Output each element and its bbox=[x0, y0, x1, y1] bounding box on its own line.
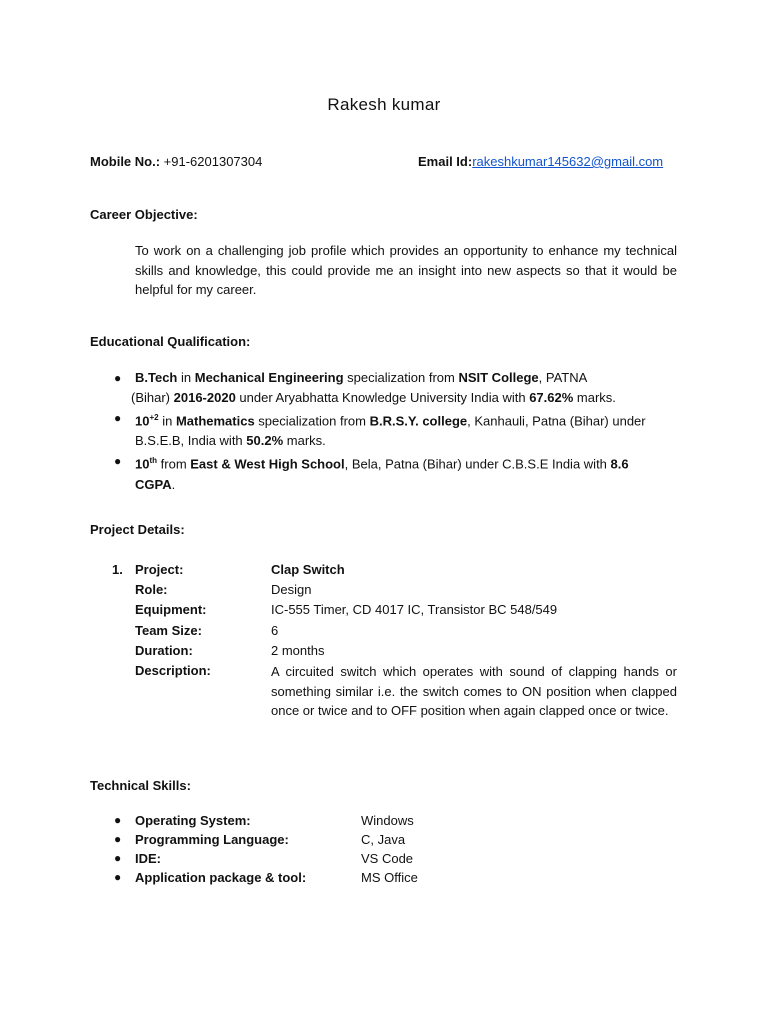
twelfth-marks: marks. bbox=[283, 433, 326, 449]
skill-value: VS Code bbox=[361, 851, 414, 866]
tenth-rest: , Bela, Patna (Bihar) under C.B.S.E India with bbox=[344, 456, 611, 472]
project-number: 1. bbox=[112, 562, 123, 577]
education-item-twelfth bbox=[90, 408, 690, 451]
project-row-label: Project: bbox=[135, 562, 184, 577]
project-row-label: Team Size: bbox=[135, 623, 202, 638]
education-heading: Educational Qualification: bbox=[90, 334, 251, 349]
twelfth-in: in bbox=[158, 413, 176, 429]
tenth-end: . bbox=[171, 476, 176, 492]
btech-percent: 67.62% bbox=[529, 390, 574, 405]
bullet-icon: ● bbox=[114, 832, 122, 846]
skill-item bbox=[90, 851, 690, 870]
mobile-value: +91-6201307304 bbox=[160, 154, 263, 169]
tenth-base: 10 bbox=[135, 456, 150, 472]
project-heading: Project Details: bbox=[90, 522, 185, 537]
twelfth-rest1: , Kanhauli, Patna (Bihar) under bbox=[467, 413, 646, 429]
skill-value: Windows bbox=[361, 813, 414, 828]
skills-heading: Technical Skills: bbox=[90, 778, 191, 793]
tenth-sup: th bbox=[149, 456, 158, 466]
bullet-icon: ● bbox=[114, 411, 122, 425]
project-row-value: 6 bbox=[271, 623, 279, 638]
bullet-icon: ● bbox=[114, 870, 122, 884]
tenth-cgpa-label: CGPA bbox=[135, 476, 172, 492]
candidate-name: Rakesh kumar bbox=[327, 95, 441, 114]
skill-value: MS Office bbox=[361, 870, 418, 885]
bullet-icon: ● bbox=[114, 371, 122, 385]
twelfth-rest2: B.S.E.B, India with bbox=[135, 433, 247, 449]
education-list bbox=[90, 368, 690, 495]
skill-label: IDE: bbox=[135, 851, 161, 866]
project-row-value: Clap Switch bbox=[271, 562, 345, 577]
project-row-label: Description: bbox=[135, 663, 211, 678]
education-item-btech bbox=[90, 368, 690, 408]
btech-in: in bbox=[177, 370, 195, 385]
skill-item bbox=[90, 813, 690, 832]
twelfth-subject: Mathematics bbox=[175, 413, 255, 429]
project-description: A circuited switch which operates with sound of clapping hands or something similar i.e. the switch comes to ON position when clapped once or twice and to OFF position when again clapped once or twice. bbox=[271, 664, 677, 718]
btech-degree: B.Tech bbox=[135, 370, 178, 385]
btech-under: under Aryabhatta Knowledge University India with bbox=[235, 390, 530, 405]
skills-list bbox=[90, 813, 690, 889]
project-row-value: Design bbox=[271, 582, 312, 597]
btech-college: NSIT College bbox=[458, 370, 539, 385]
career-text: To work on a challenging job profile which provides an opportunity to enhance my technical skills and knowledge, this could provide me an insight into new aspects so that it would be helpful for my career. bbox=[135, 243, 677, 297]
btech-field: Mechanical Engineering bbox=[194, 370, 344, 385]
btech-place: , PATNA bbox=[538, 370, 588, 385]
skill-value: C, Java bbox=[361, 832, 406, 847]
project-row-label: Role: bbox=[135, 582, 168, 597]
skill-item bbox=[90, 832, 690, 851]
mobile-label: Mobile No.: bbox=[90, 154, 161, 169]
tenth-school: East & West High School bbox=[190, 456, 345, 472]
skill-item bbox=[90, 870, 690, 889]
twelfth-spec: specialization from bbox=[254, 413, 370, 429]
btech-years: 2016-2020 bbox=[173, 390, 236, 405]
bullet-icon: ● bbox=[114, 454, 122, 469]
project-row-value: IC-555 Timer, CD 4017 IC, Transistor BC 548/549 bbox=[271, 602, 558, 617]
twelfth-percent: 50.2% bbox=[246, 433, 284, 449]
skill-label: Operating System: bbox=[135, 813, 251, 828]
tenth-cgpa-num: 8.6 bbox=[610, 456, 629, 472]
mobile-line bbox=[90, 154, 262, 169]
education-item-tenth bbox=[90, 451, 690, 494]
twelfth-college: B.R.S.Y. college bbox=[369, 413, 468, 429]
btech-marks: marks. bbox=[573, 390, 616, 405]
career-heading: Career Objective: bbox=[90, 207, 198, 222]
email-link[interactable]: rakeshkumar145632@gmail.com bbox=[472, 154, 664, 169]
email-line bbox=[418, 154, 663, 169]
skill-label: Programming Language: bbox=[135, 832, 289, 847]
bullet-icon: ● bbox=[114, 813, 122, 827]
bullet-icon: ● bbox=[114, 851, 122, 865]
btech-state: (Bihar) bbox=[131, 390, 174, 405]
skill-label: Application package & tool: bbox=[135, 870, 307, 885]
project-row-value: 2 months bbox=[271, 643, 325, 658]
tenth-from: from bbox=[157, 456, 191, 472]
project-row-label: Equipment: bbox=[135, 602, 207, 617]
twelfth-base: 10 bbox=[135, 413, 150, 429]
email-label: Email Id: bbox=[418, 154, 473, 169]
twelfth-sup: +2 bbox=[149, 413, 159, 422]
btech-spec: specialization from bbox=[343, 370, 459, 385]
project-row-label: Duration: bbox=[135, 643, 193, 658]
